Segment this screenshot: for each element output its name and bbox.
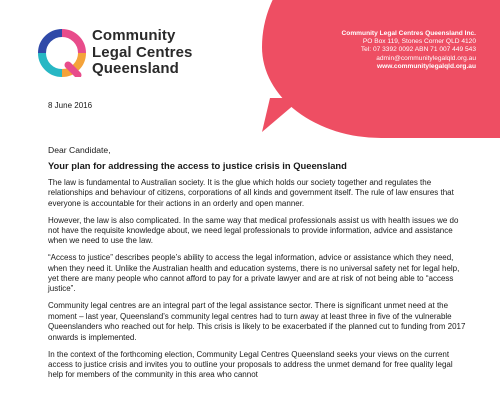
logo-wordmark [92, 28, 193, 78]
org-website: www.communitylegalqld.org.au [376, 62, 476, 70]
paragraph: The law is fundamental to Australian society. It is the glue which holds our society together and regulates the relationships and behaviour of citizens, corporations of all kinds and government itself. The rule of law ensures that everyone is accountable for their actions in an orderly and open manner. [48, 177, 454, 208]
letter-body [48, 145, 466, 387]
letter-heading: Your plan for addressing the access to justice crisis in Queensland [48, 160, 347, 172]
org-address: PO Box 119, Stones Corner QLD 4120 [362, 38, 476, 46]
paragraph: Community legal centres are an integral part of the legal assistance sector. There is significant unmet need at the moment – last year, Queensland’s community legal centres had to turn away at least three in five of the vulnerable Queenslanders who reached out for help. This crisis is likely to be exacerbated if the planned cut to funding from 2017 onwards is implemented. [48, 301, 466, 342]
paragraph: However, the law is also complicated. In the same way that medical professionals assist us with health issues we do not have the requisite knowledge about, we need legal professionals to provide information, advice and assistance when we need to use the law. [48, 215, 459, 246]
paragraph: In the context of the forthcoming election, Community Legal Centres Queensland seeks your views on the current access to justice crisis and invites you to outline your proposals to address the unmet demand for free quality legal help for members of the community in this area who cannot [48, 349, 453, 380]
org-email: admin@communitylegalqld.org.au [376, 54, 476, 62]
logo-line-3: Queensland [92, 60, 179, 77]
salutation: Dear Candidate, [48, 145, 111, 155]
organisation-contact-block [342, 30, 476, 71]
logo-line-2: Legal Centres [92, 43, 193, 61]
clcq-logo-icon [38, 29, 86, 77]
logo-line-1: Community [92, 27, 176, 44]
org-name: Community Legal Centres Queensland Inc. [341, 30, 476, 37]
speech-bubble-tail [262, 98, 302, 132]
org-phone-abn: Tel: 07 3392 0092 ABN 71 007 449 543 [360, 46, 476, 54]
letter-date: 8 June 2016 [48, 101, 93, 110]
paragraph: “Access to justice” describes people’s ability to access the legal information, advice or assistance which they need, when they need it. Unlike the Australian health and education systems, there is no universal safety net for legal help, yet there are many people who cannot afford to pay for a private lawyer and are at risk of not being able to “access justice”. [48, 253, 460, 294]
